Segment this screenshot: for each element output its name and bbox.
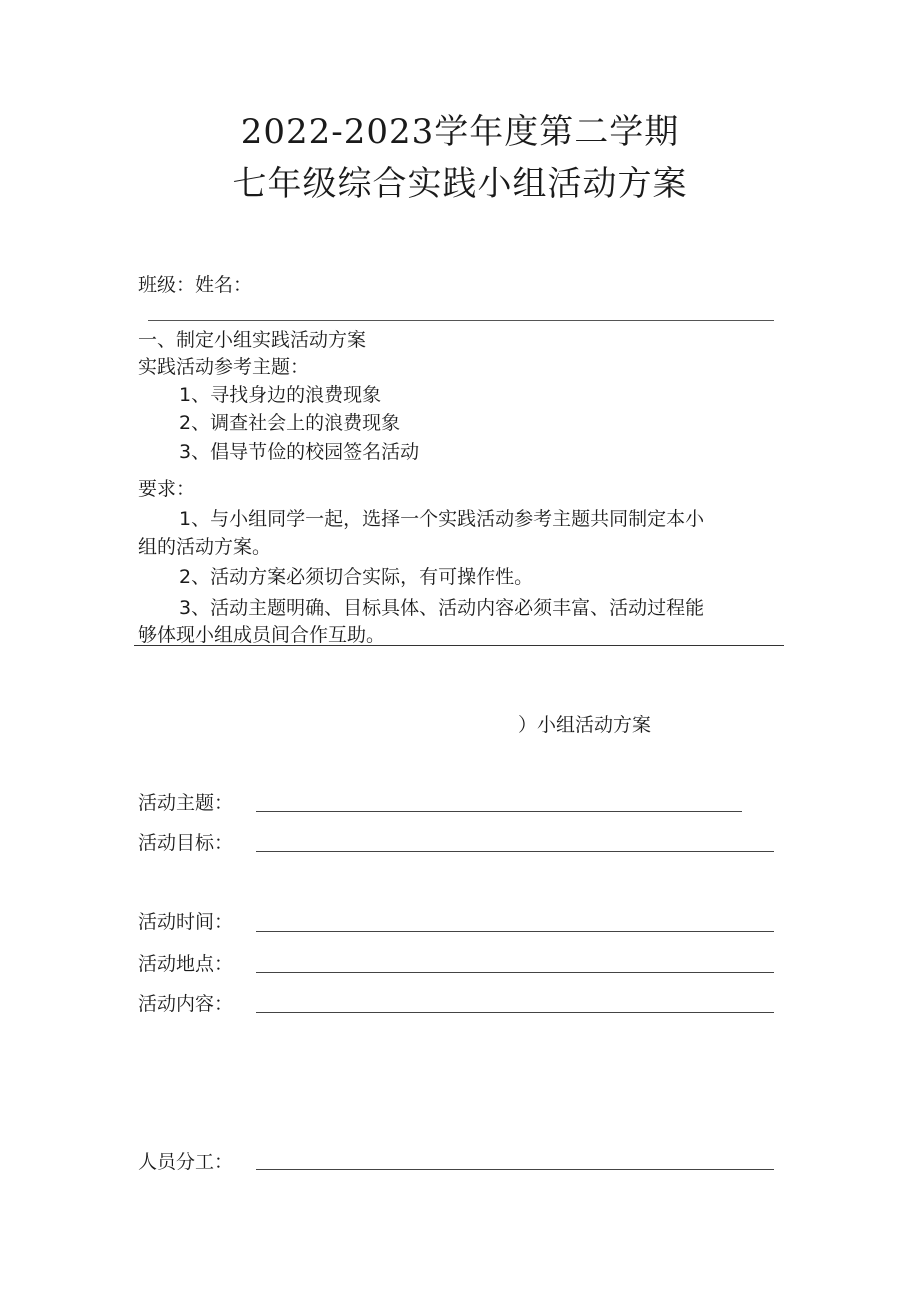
requirement-2: 2、活动方案必须切合实际，有可操作性。 [179,566,534,588]
requirement-1-line1: 1、与小组同学一起，选择一个实践活动参考主题共同制定本小 [179,508,705,530]
field-label-goal: 活动目标： [138,832,234,854]
field-line-time [256,931,774,932]
section-divider [134,645,784,646]
requirement-3-line2: 够体现小组成员间合作互助。 [138,624,386,646]
document-title-line1: 2022-2023学年度第二学期 [240,112,680,152]
field-line-division [256,1169,774,1170]
field-label-content: 活动内容： [138,993,234,1015]
field-line-place [256,972,774,973]
topic-item-2: 2、调查社会上的浪费现象 [179,412,401,434]
section1-heading: 一、制定小组实践活动方案 [138,329,367,351]
document-title-line2: 七年级综合实践小组活动方案 [232,164,688,204]
class-name-label: 班级：姓名： [138,274,253,296]
field-label-division: 人员分工： [138,1151,234,1173]
topics-heading: 实践活动参考主题： [138,356,310,378]
plan-heading: ）小组活动方案 [518,714,652,736]
topic-item-3: 3、倡导节俭的校园签名活动 [179,441,420,463]
field-line-goal [256,851,774,852]
field-line-content [256,1012,774,1013]
requirement-1-line2: 组的活动方案。 [138,536,272,558]
requirements-heading: 要求： [138,478,196,500]
field-label-place: 活动地点： [138,953,234,975]
field-label-time: 活动时间： [138,911,234,933]
field-label-theme: 活动主题： [138,792,234,814]
requirement-3-line1: 3、活动主题明确、目标具体、活动内容必须丰富、活动过程能 [179,597,705,619]
topic-item-1: 1、寻找身边的浪费现象 [179,384,382,406]
field-line-theme [256,811,742,812]
header-divider [148,320,774,321]
